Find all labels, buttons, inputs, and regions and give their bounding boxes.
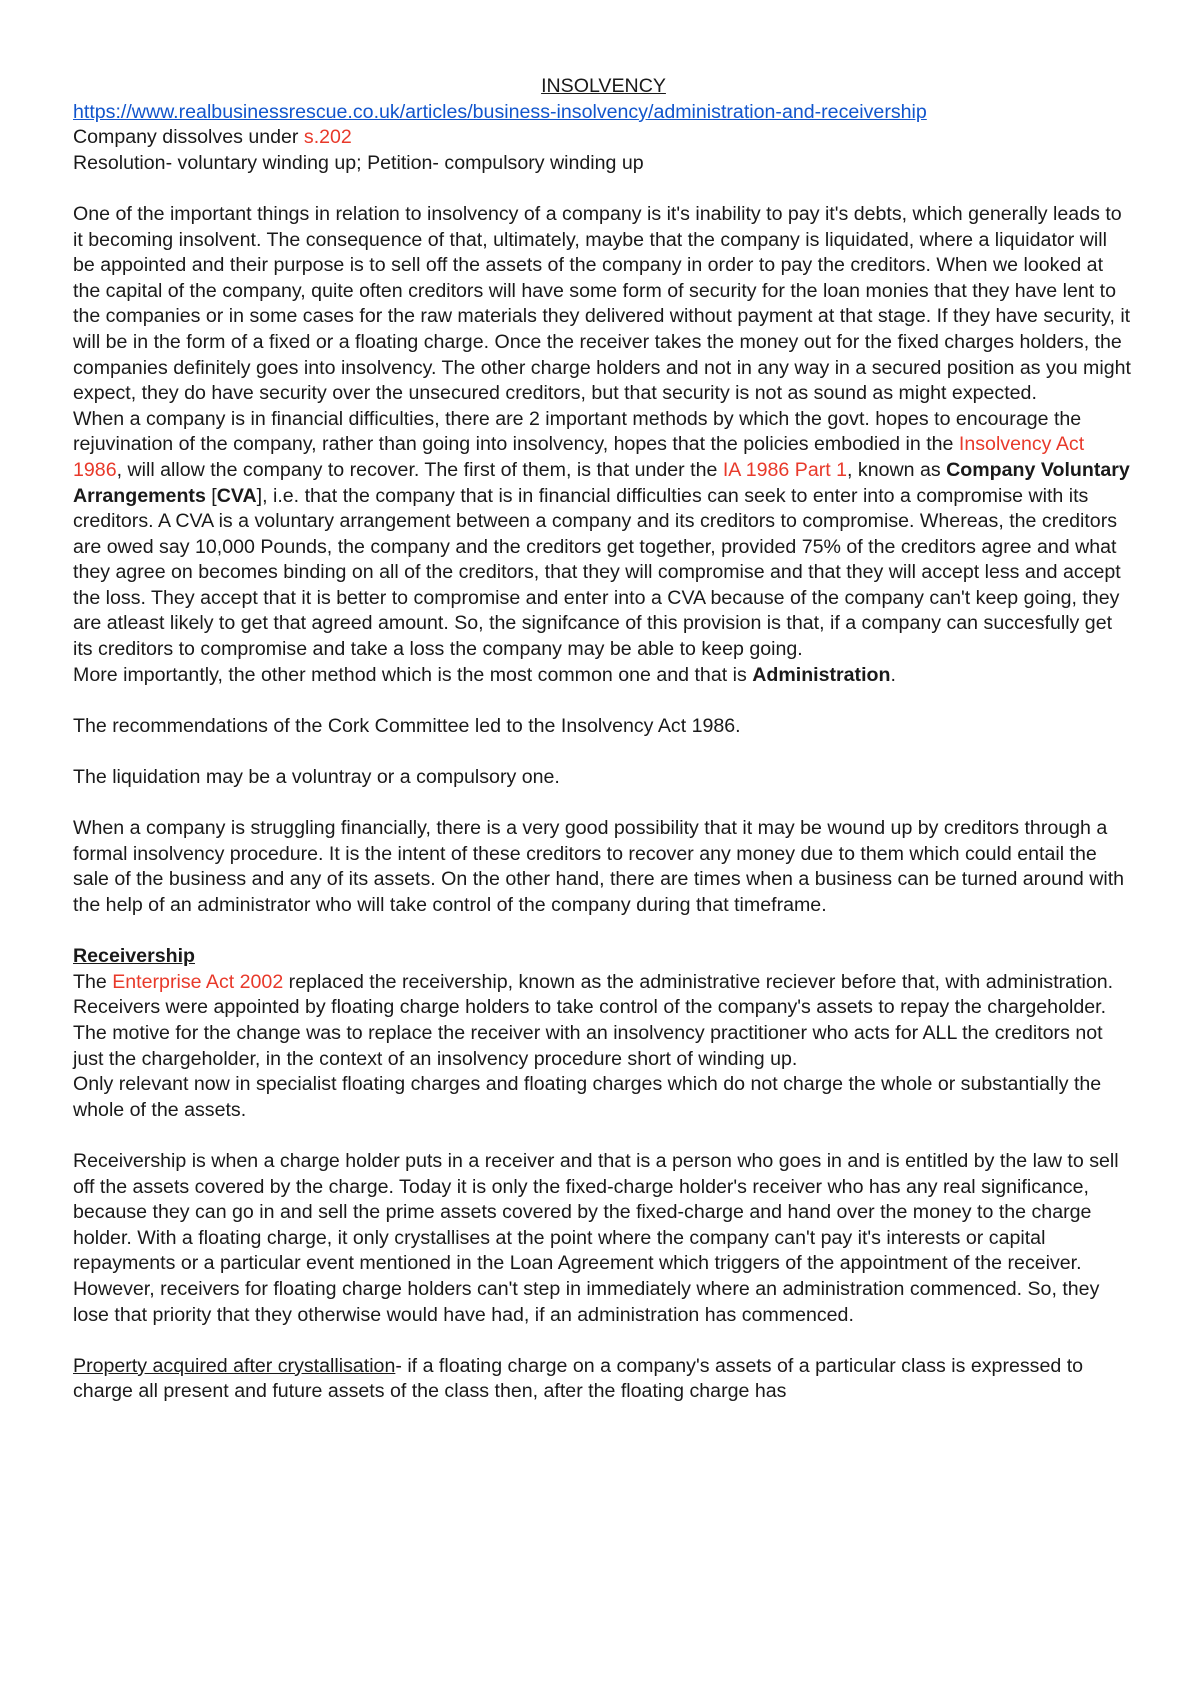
spacer xyxy=(73,1123,1134,1149)
spacer xyxy=(73,739,1134,765)
intro-paragraph: One of the important things in relation to insolvency of a company is it's inability to pay it's debts, which generally leads to it becoming insolvent. The consequence of that, ultimately, maybe that the company is liquidated, where a liquidator will be appointed and their purpose is to sell off the assets of the company in order to pay the creditors. When we looked at the capital of the company, quite often creditors will have some form of security for the loan monies that they have lent to the companies or in some cases for the raw materials they delivered without payment at that stage. If they have security, it will be in the form of a fixed or a floating charge. Once the receiver takes the money out for the fixed charges holders, the companies definitely goes into insolvency. The other charge holders and not in any way in a secured position as you might expect, they do have security over the unsecured creditors, but that security is not as sound as might expected. xyxy=(73,202,1131,405)
administration-end: . xyxy=(890,663,896,686)
source-link[interactable]: https://www.realbusinessrescue.co.uk/articles/business-insolvency/administration-and-receivership xyxy=(73,100,927,123)
statute-ref-ea2002: Enterprise Act 2002 xyxy=(112,970,284,993)
spacer xyxy=(73,1328,1134,1354)
administration-line xyxy=(73,663,1134,689)
relevance-line: Only relevant now in specialist floating charges and floating charges which do not charge the whole or substantially the whole of the assets. xyxy=(73,1073,1102,1121)
page-title: INSOLVENCY xyxy=(541,75,666,97)
cva-bracket: [ xyxy=(205,484,217,507)
administration-term: Administration xyxy=(752,663,891,686)
property-heading: Property acquired after crystallisation xyxy=(73,1354,396,1377)
cva-text-2: , will allow the company to recover. The first of them, is that under the xyxy=(116,458,723,481)
spacer xyxy=(73,919,1134,945)
statute-ref-ia1986: Insolvency Act 1986 xyxy=(73,433,1085,481)
dissolves-text: Company dissolves under xyxy=(73,126,304,149)
dissolves-line xyxy=(73,125,1134,151)
spacer xyxy=(73,791,1134,817)
cva-text-1: When a company is in financial difficulties, there are 2 important methods by which the govt. hopes to encourage the rejuvination of the company, rather than going into insolvency, hopes that the policies embodied in the xyxy=(73,407,1082,456)
enterprise-prefix: The xyxy=(73,970,113,993)
property-paragraph xyxy=(73,1354,1134,1405)
cork-committee-line: The recommendations of the Cork Committee led to the Insolvency Act 1986. xyxy=(73,714,741,737)
cva-paragraph xyxy=(73,407,1134,663)
receivers-appointed-line: Receivers were appointed by floating charge holders to take control of the company's assets to repay the chargeholder. xyxy=(73,996,1107,1019)
cva-abbrev: CVA xyxy=(216,484,257,507)
spacer xyxy=(73,176,1134,202)
motive-line: The motive for the change was to replace the receiver with an insolvency practitioner who acts for ALL the creditors not just the chargeholder, in the context of an insolvency procedure short of winding up. xyxy=(73,1021,1103,1070)
receivership-heading: Receivership xyxy=(73,945,195,968)
receivership-paragraph: Receivership is when a charge holder puts in a receiver and that is a person who goes in and is entitled by the law to sell off the assets covered by the charge. Today it is only the fixed-charge holder's receiver who has any real significance, because they can go in and sell the prime assets covered by the fixed-charge and hand over the money to the charge holder. With a floating charge, it only crystallises at the point where the company can't pay it's interests or capital repayments or a particular event mentioned in the Loan Agreement which triggers of the appointment of the receiver. However, receivers for floating charge holders can't step in immediately where an administration commenced. So, they lose that priority that they otherwise would have had, if an administration has commenced. xyxy=(73,1149,1119,1326)
resolution-line: Resolution- voluntary winding up; Petition- compulsory winding up xyxy=(73,151,644,174)
enterprise-rest: replaced the receivership, known as the administrative reciever before that, with administration. xyxy=(283,970,1114,993)
administration-text: More importantly, the other method which is the most common one and that is xyxy=(73,663,753,686)
spacer xyxy=(73,688,1134,714)
cva-text-4: ], i.e. that the company that is in financial difficulties can seek to enter into a compromise with its creditors. A CVA is a voluntary arrangement between a company and its creditors to compromise. Whereas, the creditors are owed say 10,000 Pounds, the company and the creditors get together, provided 75% of the creditors agree and what they agree on becomes binding on all of the creditors, that they will compromise and that they will accept less and accept the loss. They accept that it is better to compromise and enter into a CVA because of the company can't keep going, they are atleast likely to get that agreed amount. So, the signifcance of this provision is that, if a company can succesfully get its creditors to compromise and take a loss the company may be able to keep going. xyxy=(73,484,1121,661)
statute-ref-ia-part1: IA 1986 Part 1 xyxy=(722,458,848,481)
enterprise-act-line xyxy=(73,970,1134,996)
struggling-paragraph: When a company is struggling financially, there is a very good possibility that it may be wound up by creditors through a formal insolvency procedure. It is the intent of these creditors to recover any money due to them which could entail the sale of the business and any of its assets. On the other hand, there are times when a business can be turned around with the help of an administrator who will take control of the company during that timeframe. xyxy=(73,817,1125,916)
liquidation-line: The liquidation may be a voluntray or a compulsory one. xyxy=(73,766,560,789)
statute-ref-s202: s.202 xyxy=(303,126,352,149)
property-text: - if a floating charge on a company's assets of a particular class is expressed to charge all present and future assets of the class then, after the floating charge has xyxy=(73,1354,1084,1403)
cva-text-3: , known as xyxy=(847,458,947,481)
cva-term: Company Voluntary Arrangements xyxy=(73,458,1130,507)
